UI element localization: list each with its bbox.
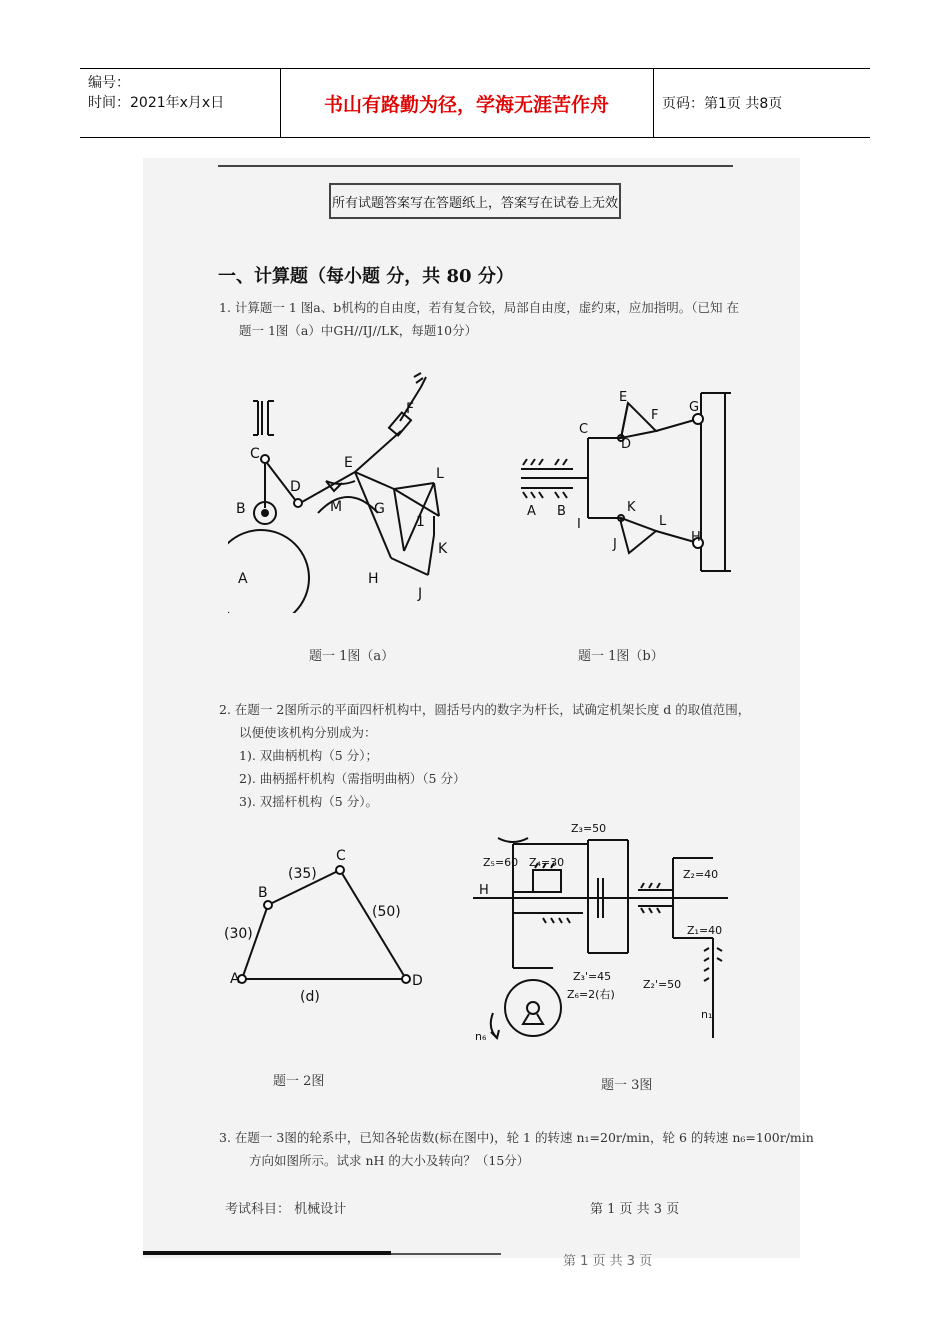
label-b-i: I (577, 517, 581, 532)
footer-subject: 考试科目： 机械设计 (225, 1202, 347, 1217)
label-3-n1: n₁ (701, 1008, 713, 1021)
q2-option-3: 3). 双摇杆机构（5 分）。 (239, 794, 378, 809)
q2-line1: 2. 在题一 2图所示的平面四杆机构中，圆括号内的数字为杆长，试确定机架长度 d 的取值范围， (219, 702, 751, 717)
label-a-1: 1 (416, 514, 425, 530)
label-3-z3p: Z₃'=45 (573, 970, 612, 983)
header-meta-cell (80, 69, 281, 137)
motto: 书山有路勤为径，学海无涯苦作舟 (280, 69, 654, 137)
label-a-b: B (236, 501, 246, 517)
label-2-bc: (35) (288, 866, 317, 882)
label-2-c: C (336, 848, 346, 864)
label-b-f: F (651, 408, 659, 423)
section-title: 一、计算题（每小题 分，共 80 分） (218, 266, 514, 287)
label-b-b: B (557, 504, 566, 519)
label-a-d: D (290, 479, 301, 495)
label-b-a: A (527, 504, 536, 519)
figure-1b (513, 383, 763, 583)
label-3-z3: Z₃=50 (571, 822, 607, 835)
label-3-z2: Z₂=40 (683, 868, 719, 881)
label-b-l: L (659, 514, 667, 529)
label-a-e: E (344, 455, 353, 471)
exam-notice: 所有试题答案写在答题纸上，答案写在试卷上无效 (329, 183, 621, 219)
label-a-l: L (436, 466, 444, 482)
q3-line1: 3. 在题一 3图的轮系中，已知各轮齿数(标在图中)，轮 1 的转速 n₁=20r/min，轮 6 的转速 n₆=100r/min (219, 1130, 814, 1145)
label-a-g: G (374, 501, 385, 517)
date-label: 时间：2021年x月x日 (88, 95, 225, 111)
label-a-m: M (330, 499, 343, 515)
fig3-caption: 题一 3图 (601, 1078, 653, 1093)
label-3-z5: Z₅=60 (483, 856, 519, 869)
label-2-b: B (258, 885, 268, 901)
label-a-k: K (438, 541, 448, 557)
label-2-cd: (50) (372, 904, 401, 920)
figure-1a (228, 363, 488, 613)
label-3-n6: n₆ (475, 1030, 487, 1043)
label-3-h: H (479, 883, 489, 898)
figure-2 (218, 843, 438, 1013)
top-rule (218, 165, 733, 167)
label-3-z6: Z₆=2(右) (567, 988, 615, 1001)
q1-line2: 题一 1图（a）中GH//IJ//LK，每题10分） (239, 323, 478, 338)
label-a-j: J (418, 586, 423, 602)
q2-option-1: 1). 双曲柄机构（5 分）； (239, 748, 378, 763)
label-b-j: J (613, 537, 617, 552)
bottom-rule (143, 1251, 391, 1255)
label-3-z2p: Z₂'=50 (643, 978, 682, 991)
q3-line2: 方向如图所示。试求 nH 的大小及转向？（15分） (249, 1153, 530, 1168)
label-2-ad: (d) (300, 989, 320, 1005)
label-b-h: H (691, 530, 701, 545)
label-2-d: D (412, 973, 423, 989)
bottom-rule-thin (391, 1253, 501, 1255)
ghost-footer: 第 1 页 共 3 页 (563, 1254, 653, 1269)
page-label: 页码：第1页 共8页 (662, 96, 783, 112)
label-2-ab: (30) (224, 926, 253, 942)
number-label: 编号： (88, 75, 130, 91)
q2-option-2: 2). 曲柄摇杆机构（需指明曲柄）（5 分） (239, 771, 466, 786)
q1-line1: 1. 计算题一 1 图a、b机构的自由度，若有复合铰，局部自由度，虚约束，应加指明。（已知 在 (219, 300, 739, 315)
label-b-g: G (689, 400, 700, 415)
label-a-a: A (238, 571, 248, 587)
label-3-z1: Z₁=40 (687, 924, 723, 937)
exam-scan (143, 158, 814, 1269)
q2-line2: 以便使该机构分别成为： (239, 725, 377, 740)
fig1b-caption: 题一 1图（b） (578, 649, 664, 664)
label-a-h: H (368, 571, 379, 587)
label-2-a: A (230, 971, 240, 987)
footer-page: 第 1 页 共 3 页 (590, 1202, 680, 1217)
document-header (80, 68, 870, 138)
fig2-caption: 题一 2图 (273, 1074, 325, 1089)
figure-3 (473, 818, 748, 1048)
label-b-c: C (579, 422, 589, 437)
label-b-e: E (619, 390, 628, 405)
label-a-c: C (250, 446, 260, 462)
label-b-k: K (627, 500, 636, 515)
label-3-z4: Z₄=30 (529, 856, 565, 869)
label-a-f: F (406, 401, 415, 417)
label-b-d: D (621, 437, 632, 452)
fig1a-caption: 题一 1图（a） (309, 649, 395, 664)
